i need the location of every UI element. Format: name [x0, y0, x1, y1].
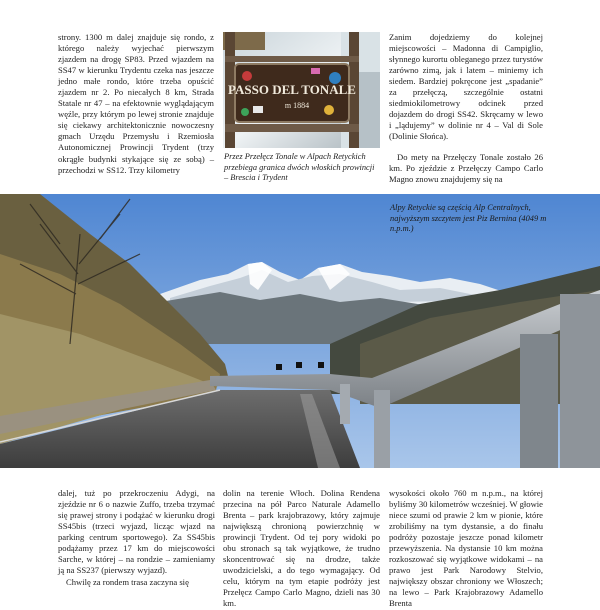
article-column-5	[223, 488, 380, 609]
article-paragraph: strony. 1300 m dalej znajduje się rondo, z którego należy wyjechać pierwszym zjazdem na drogę SP83. Przed wjazdem na SS47 w kierunku Trydentu czeka nas jeszcze jedno małe rondo, które trzeba opuścić zjazdem nr 2. Po niecałych 8 km, Strada Statale nr 47 – na efektownie wyglądającym węźle, przy którym po lewej stronie znajduje się ciekawy architektonicznie nowoczesny gmach Urzędu Przemysłu i Rzemiosła Autonomicznej Prowincji Trydent (trzy okrągłe budynki stykające się ze sobą) – przechodzi w SS12. Trzy kilometry	[58, 32, 214, 175]
sign-photo	[223, 32, 380, 148]
article-paragraph: wysokości około 760 m n.p.m., na której byliśmy 30 kilometrów wcześniej. W głowie niece szumi od prawie 2 km w pionie, które zrobiliśmy na tym dystansie, a do finału podróży pozostaje jeszcze ponad kilometr przewyższenia. Na dystansie 10 km można rozkoszować się wyjątkowe widokami – na prawo jest Park Narodowy Stelvio, największy obszar chroniony we Włoszech; na lewo – Park Krajobrazowy Adamello Brenta	[389, 488, 543, 609]
article-paragraph: Zanim dojedziemy do kolejnej miejscowości – Madonna di Campiglio, słynnego kurortu obleganego przez turystów zarówno zimą, jak i latem – miniemy ich siedem. Bardziej pokręcone jest „spadanie” za przełęczą, szczególnie ostatni siedmiokilometrowy odcinek przed dojazdem do drogi SS42. Skręcamy w lewo i „lądujemy” w dolinie nr 4 – Val di Sole (Dolinie Słońca).	[389, 32, 543, 142]
article-paragraph: dalej, tuż po przekroczeniu Adygi, na zjeździe nr 6 o nazwie Zuffo, trzeba trzymać się prawej strony i podążać w kierunku drogi SS45bis (trzeci wyjazd, licząc wjazd na parking centrum sportowego). Za SS45bis podążamy przez 17 km do miejscowości Sarche, w której – na rondzie – zamieniamy ją na SS237 (pierwszy wyjazd).	[58, 488, 215, 576]
sign-photo-caption: Przez Przełęcz Tonale w Alpach Retyckich przebiega granica dwóch włoskich prowincji – Brescia i Trydent	[224, 152, 375, 183]
mountain-road-illustration	[0, 194, 600, 468]
mountain-road-photo	[0, 194, 600, 468]
mountain-photo-caption: Alpy Retyckie są częścią Alp Centralnych, najwyższym szczytem jest Piz Bernina (4049 m n.p.m.)	[390, 203, 547, 234]
article-column-3	[389, 32, 543, 142]
article-column-3-continued	[389, 152, 543, 186]
article-paragraph: Do mety na Przełęczy Tonale zostało 26 km. Po zjeździe z Przełęczy Campo Carlo Magno znowu znajdujemy się na	[389, 152, 543, 185]
article-paragraph: Chwilę za rondem trasa zaczyna się	[66, 577, 189, 588]
sign-text-pass: PASSO DEL TONALE	[228, 82, 356, 97]
sign-text-altitude: m 1884	[284, 101, 310, 110]
article-paragraph: dolin na terenie Włoch. Dolina Rendena przecina na pół Parco Naturale Adamello Brenta – park krajobrazowy, który zajmuje największą chronioną powierzchnię w prowincji Trydent. Od tej pory widoki po obu stronach są tak wyjątkowe, że trudno skoncentrować się na drodze, także uwodzicielski, a do tego wymagający. Od celu, którym na tym etapie podróży jest Przełęcz Campo Carlo Magno, dzieli nas 30 km.	[223, 488, 380, 609]
article-column-1	[58, 32, 214, 190]
article-column-4	[58, 488, 215, 600]
sign-illustration	[223, 32, 380, 148]
article-column-6	[389, 488, 543, 609]
